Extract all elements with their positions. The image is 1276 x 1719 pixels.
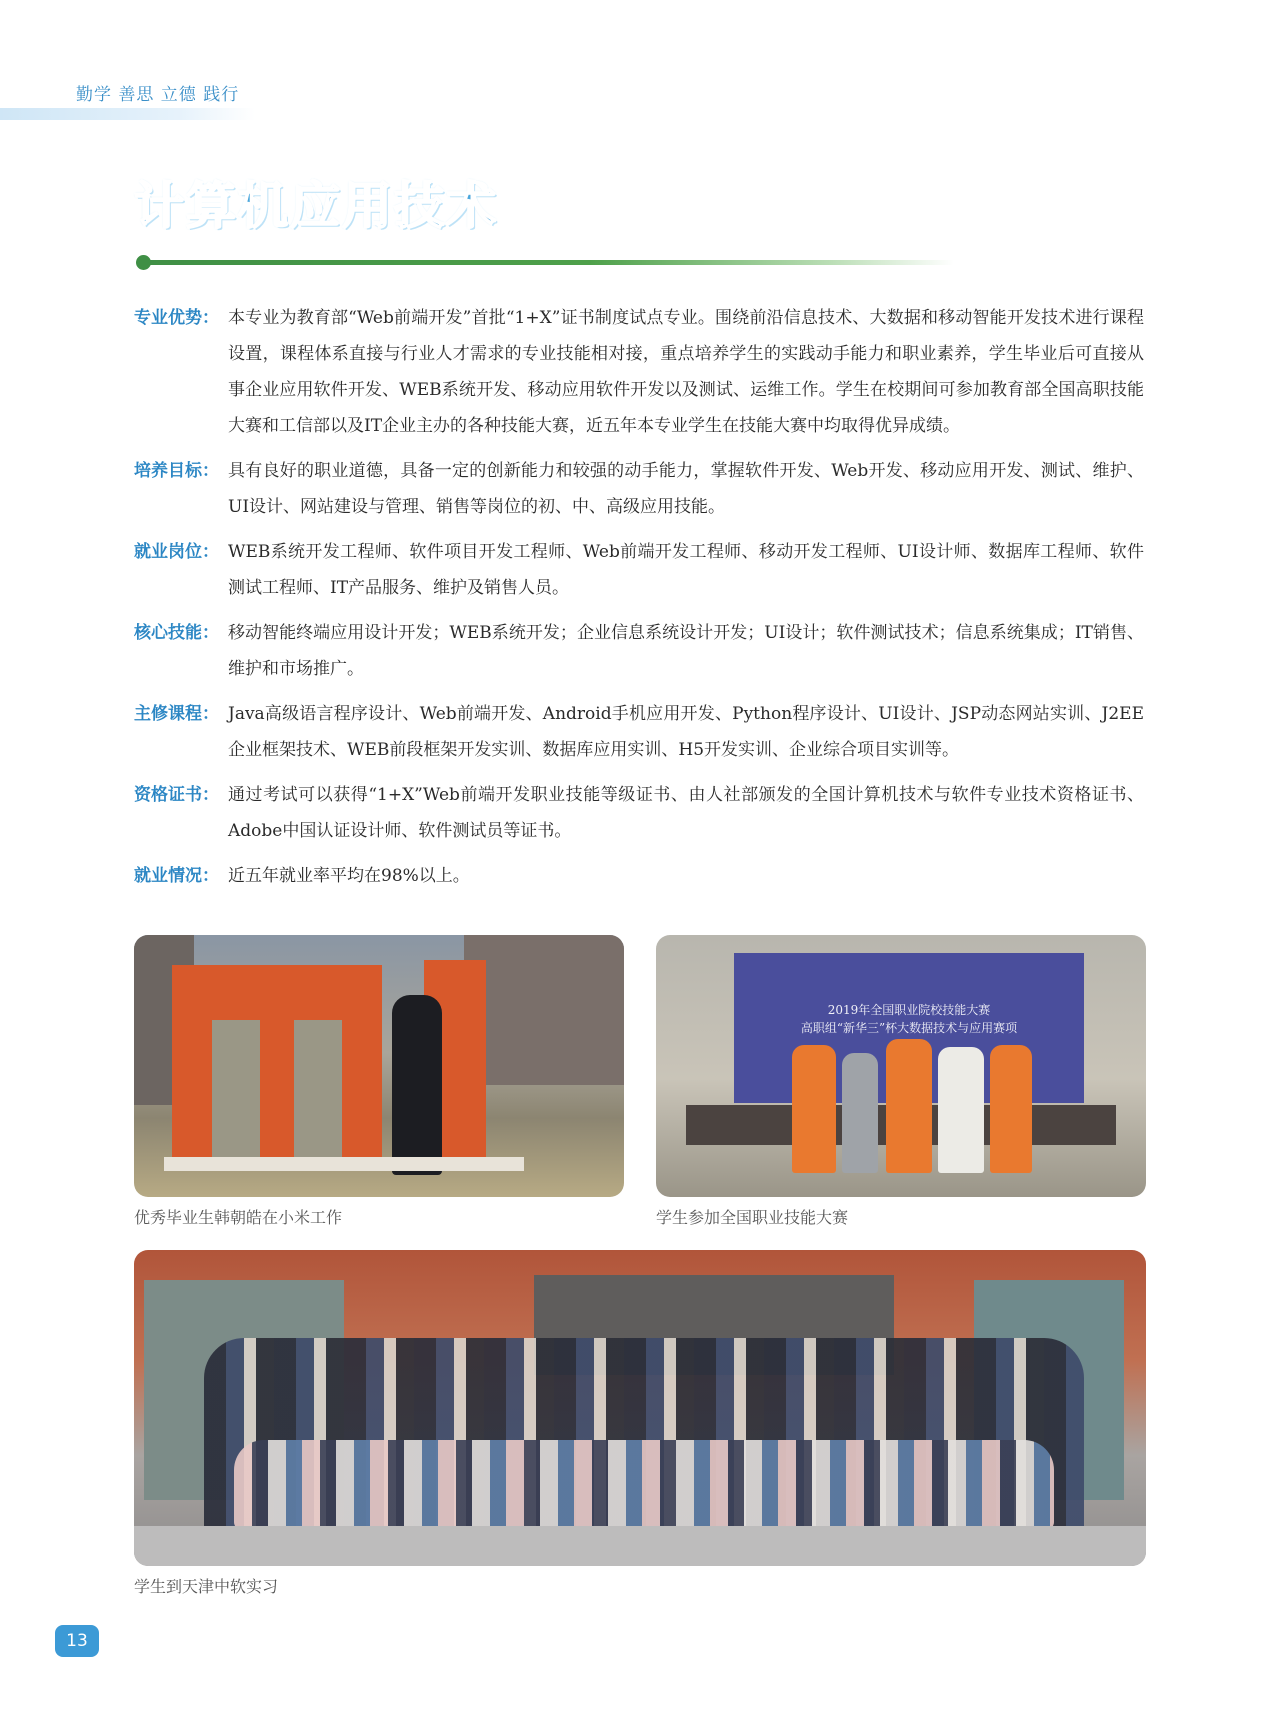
section-jobs [134, 534, 1144, 606]
photo-person [938, 1047, 984, 1173]
photo-mi-letter-m [172, 965, 382, 1165]
section-text: 通过考试可以获得“1+X”Web前端开发职业技能等级证书、由人社部颁发的全国计算机技术与软件专业技术资格证书、Adobe中国认证设计师、软件测试员等证书。 [228, 785, 1144, 841]
section-employment [134, 858, 1144, 894]
photo-building [464, 935, 624, 1085]
section-text: 近五年就业率平均在98%以上。 [228, 866, 470, 886]
backdrop-text: 2019年全国职业院校技能大赛 [827, 1003, 991, 1017]
backdrop-text: 高职组“新华三”杯大数据技术与应用赛项 [800, 1021, 1018, 1035]
photo-caption: 学生到天津中软实习 [134, 1577, 279, 1596]
section-label: 培养目标： [134, 461, 219, 481]
page-title: 计算机应用技术 [134, 177, 498, 235]
photo-floor [134, 1526, 1146, 1566]
section-advantage [134, 300, 1144, 444]
section-label: 资格证书： [134, 785, 219, 805]
photo-mi-gap [212, 1020, 260, 1165]
section-label: 主修课程： [134, 704, 219, 724]
section-goal [134, 453, 1144, 525]
section-courses [134, 696, 1144, 768]
program-sections [134, 300, 1144, 903]
page-number: 13 [55, 1625, 99, 1657]
section-label: 专业优势： [134, 308, 219, 328]
section-text: 移动智能终端应用设计开发；WEB系统开发；企业信息系统设计开发；UI设计；软件测试技术；信息系统集成；IT销售、维护和市场推广。 [228, 623, 1144, 679]
photo-caption: 学生参加全国职业技能大赛 [656, 1208, 849, 1227]
section-certificates [134, 777, 1144, 849]
section-text: 具有良好的职业道德，具备一定的创新能力和较强的动手能力，掌握软件开发、Web开发、移动应用开发、测试、维护、UI设计、网站建设与管理、销售等岗位的初、中、高级应用技能。 [228, 461, 1144, 517]
photo-students-front-row [234, 1440, 1054, 1530]
photo-base [164, 1157, 524, 1171]
photo-person [842, 1053, 878, 1173]
section-core-skills [134, 615, 1144, 687]
section-text: 本专业为教育部“Web前端开发”首批“1+X”证书制度试点专业。围绕前沿信息技术、大数据和移动智能开发技术进行课程设置，课程体系直接与行业人才需求的专业技能相对接，重点培养学生的实践动手能力和职业素养，学生毕业后可直接从事企业应用软件开发、WEB系统开发、移动应用软件开发以及测试、运维工作。学生在校期间可参加教育部全国高职技能大赛和工信部以及IT企业主办的各种技能大赛，近五年本专业学生在技能大赛中均取得优异成绩。 [228, 308, 1144, 436]
section-text: WEB系统开发工程师、软件项目开发工程师、Web前端开发工程师、移动开发工程师、UI设计师、数据库工程师、软件测试工程师、IT产品服务、维护及销售人员。 [228, 542, 1144, 598]
photo-xiaomi-graduate [134, 935, 624, 1197]
photo-person [886, 1039, 932, 1173]
header-accent-bar [0, 108, 255, 120]
photo-person [392, 995, 442, 1175]
title-rule [144, 260, 954, 265]
photo-person [792, 1045, 836, 1173]
section-text: Java高级语言程序设计、Web前端开发、Android手机应用开发、Python程序设计、UI设计、JSP动态网站实训、J2EE企业框架技术、WEB前段框架开发实训、数据库应用实训、H5开发实训、企业综合项目实训等。 [228, 704, 1144, 760]
section-label: 就业岗位： [134, 542, 219, 562]
section-label: 就业情况： [134, 866, 219, 886]
photo-skills-contest [656, 935, 1146, 1197]
header-motto: 勤学 善思 立德 践行 [76, 85, 240, 105]
photo-group-internship [134, 1250, 1146, 1566]
photo-caption: 优秀毕业生韩朝皓在小米工作 [134, 1208, 343, 1227]
photo-person [990, 1045, 1032, 1173]
section-label: 核心技能： [134, 623, 219, 643]
photo-mi-gap [294, 1020, 342, 1165]
